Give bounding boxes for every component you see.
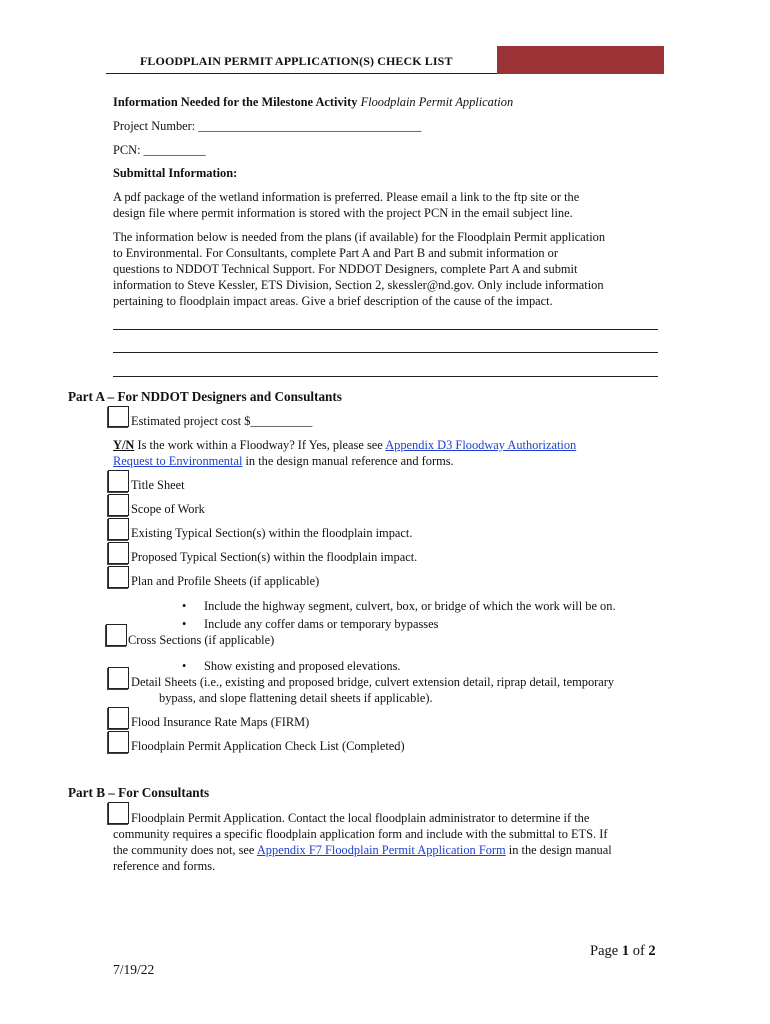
description-line-2[interactable] bbox=[113, 352, 658, 353]
yn-field[interactable]: Y/N bbox=[113, 438, 135, 452]
info-line-3: questions to NDDOT Technical Support. For NDDOT Designers, complete Part A and submit bbox=[113, 262, 578, 276]
description-line-3[interactable] bbox=[113, 376, 658, 377]
cost-checkbox[interactable] bbox=[108, 406, 129, 427]
part-b-line-3 bbox=[113, 842, 612, 858]
plan-profile-checkbox[interactable] bbox=[108, 566, 129, 588]
header-accent-bar bbox=[497, 46, 664, 74]
part-b-line-3-post: in the design manual bbox=[505, 843, 612, 857]
firm-label: Flood Insurance Rate Maps (FIRM) bbox=[131, 715, 310, 729]
page-of: of bbox=[629, 943, 649, 959]
proposed-typical-label: Proposed Typical Section(s) within the floodplain impact. bbox=[131, 550, 418, 564]
floodway-question: Is the work within a Floodway? If Yes, please see bbox=[134, 438, 386, 452]
existing-typical-label: Existing Typical Section(s) within the floodplain impact. bbox=[131, 526, 413, 540]
cross-sections-label: Cross Sections (if applicable) bbox=[128, 633, 275, 647]
detail-sheets-label-1: Detail Sheets (i.e., existing and proposed bridge, culvert extension detail, riprap detail, temporary bbox=[131, 675, 615, 689]
milestone-line bbox=[113, 94, 513, 110]
description-line-1[interactable] bbox=[113, 329, 658, 330]
title-sheet-label: Title Sheet bbox=[131, 478, 185, 492]
page-prefix: Page bbox=[590, 943, 622, 959]
info-line-1: The information below is needed from the plans (if available) for the Floodplain Permit application bbox=[113, 230, 606, 244]
detail-sheets-checkbox[interactable] bbox=[108, 667, 129, 689]
milestone-value: Floodplain Permit Application bbox=[360, 95, 514, 109]
page-current: 1 bbox=[621, 943, 630, 959]
part-b-heading: Part B – For Consultants bbox=[68, 785, 210, 800]
estimated-cost-field[interactable]: Estimated project cost $__________ bbox=[131, 414, 313, 428]
info-line-5: pertaining to floodplain impact areas. Give a brief description of the cause of the impact. bbox=[113, 294, 553, 308]
cross-bullet-1-text: Show existing and proposed elevations. bbox=[204, 659, 401, 673]
firm-checkbox[interactable] bbox=[108, 707, 129, 729]
appendix-d3-link[interactable]: Appendix D3 Floodway Authorization bbox=[385, 438, 577, 452]
document-date: 7/19/22 bbox=[113, 962, 155, 977]
info-line-4: information to Steve Kessler, ETS Division, Section 2, skessler@nd.gov. Only include information bbox=[113, 278, 604, 292]
proposed-typical-checkbox[interactable] bbox=[108, 542, 129, 564]
plan-profile-label: Plan and Profile Sheets (if applicable) bbox=[131, 574, 320, 588]
title-sheet-checkbox[interactable] bbox=[108, 470, 129, 492]
submittal-heading: Submittal Information: bbox=[113, 166, 238, 180]
info-line-2: to Environmental. For Consultants, complete Part A and Part B and submit information or bbox=[113, 246, 558, 260]
checklist-checkbox[interactable] bbox=[108, 731, 129, 753]
pcn-field[interactable]: PCN: __________ bbox=[113, 143, 206, 157]
plan-bullet-1-text: Include the highway segment, culvert, box, or bridge of which the work will be on. bbox=[204, 599, 616, 613]
plan-bullet-2 bbox=[182, 616, 439, 632]
checklist-label: Floodplain Permit Application Check List (Completed) bbox=[131, 739, 405, 753]
part-b-line-2: community requires a specific floodplain application form and include with the submittal to ETS. If bbox=[113, 827, 608, 841]
cross-bullet-1 bbox=[182, 658, 401, 674]
document-title: FLOODPLAIN PERMIT APPLICATION(S) CHECK LIST bbox=[140, 54, 453, 68]
floodway-line1 bbox=[113, 437, 576, 453]
bullet-icon: • bbox=[182, 617, 187, 631]
appendix-d3-link-cont[interactable]: Request to Environmental bbox=[113, 454, 243, 468]
part-b-line-1: Floodplain Permit Application. Contact the local floodplain administrator to determine if the bbox=[131, 811, 590, 825]
bullet-icon: • bbox=[182, 599, 187, 613]
part-a-heading: Part A – For NDDOT Designers and Consultants bbox=[68, 389, 342, 404]
submittal-text-line1: A pdf package of the wetland information is preferred. Please email a link to the ftp site or the bbox=[113, 190, 580, 204]
project-number-field[interactable]: Project Number: ____________________________________ bbox=[113, 119, 422, 133]
plan-bullet-2-text: Include any coffer dams or temporary bypasses bbox=[204, 617, 439, 631]
part-b-line-4: reference and forms. bbox=[113, 859, 216, 873]
page-number bbox=[590, 943, 656, 960]
header-rule bbox=[106, 73, 498, 74]
milestone-label: Information Needed for the Milestone Activity bbox=[113, 95, 358, 109]
scope-of-work-label: Scope of Work bbox=[131, 502, 205, 516]
existing-typical-checkbox[interactable] bbox=[108, 518, 129, 540]
detail-sheets-label-2: bypass, and slope flattening detail sheets if applicable). bbox=[159, 691, 433, 705]
part-b-line-3-pre: the community does not, see bbox=[113, 843, 257, 857]
cross-sections-checkbox[interactable] bbox=[106, 624, 127, 646]
floodplain-application-checkbox[interactable] bbox=[108, 802, 129, 824]
plan-bullet-1 bbox=[182, 598, 616, 614]
scope-of-work-checkbox[interactable] bbox=[108, 494, 129, 516]
page-total: 2 bbox=[648, 943, 656, 959]
floodway-tail: in the design manual reference and forms. bbox=[242, 454, 454, 468]
floodway-line2 bbox=[113, 453, 454, 469]
appendix-f7-link[interactable]: Appendix F7 Floodplain Permit Application Form bbox=[256, 843, 506, 857]
bullet-icon: • bbox=[182, 659, 187, 673]
submittal-text-line2: design file where permit information is stored with the project PCN in the email subject line. bbox=[113, 206, 573, 220]
